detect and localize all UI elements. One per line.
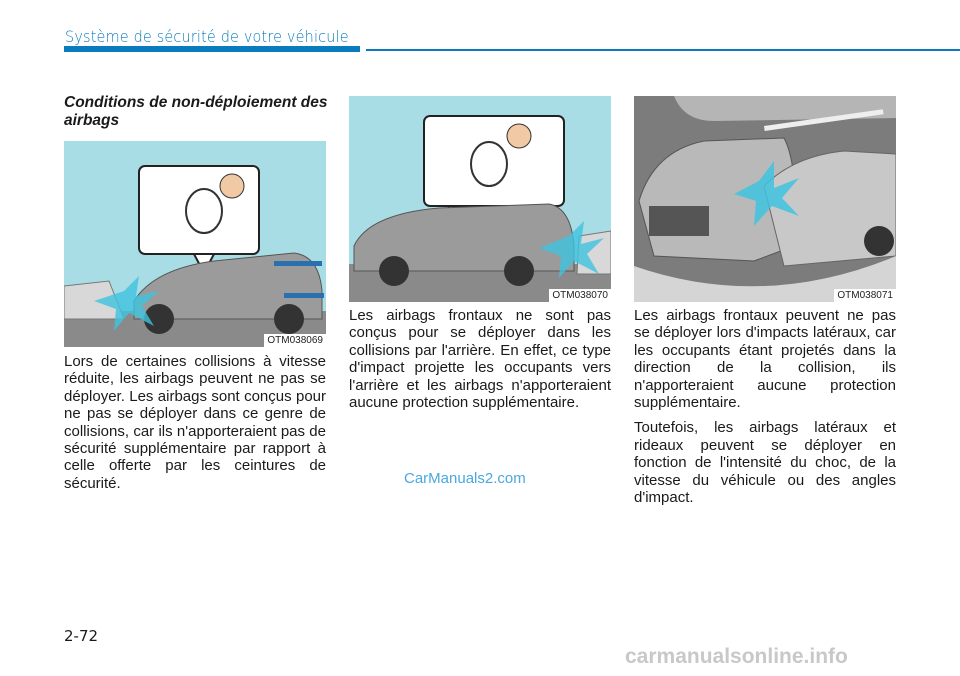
paragraph: Les airbags frontaux ne sont pas conçus pour se déployer dans les collisions par l'arrière. En effet, ce type d'impact projette les occupants vers l'arrière et les airbags n'apporteraient aucune protection supplémentaire. [349, 307, 611, 412]
figure-low-speed-collision [64, 141, 326, 347]
column-1-text [64, 353, 326, 500]
section-title: Conditions de non-déploiement des airbags [64, 94, 328, 129]
illustration-side-impact [634, 96, 896, 302]
page-number: 2-72 [64, 627, 99, 645]
figure-rear-collision [349, 96, 611, 302]
header-rule [366, 49, 960, 51]
paragraph: Toutefois, les airbags latéraux et rideaux peuvent se déployer en fonction de l'intensité du choc, de la vitesse du véhicule ou des angles d'impact. [634, 419, 896, 507]
figure-code: OTM038069 [264, 334, 326, 347]
figure-code: OTM038070 [549, 289, 611, 302]
watermark: CarManuals2.com [404, 470, 526, 487]
paragraph: Les airbags frontaux peuvent ne pas se déployer lors d'impacts latéraux, car les occupants étant projetés dans la direction de la collision, ils n'apporteraient aucune protection supplémentaire. [634, 307, 896, 412]
header-title: Système de sécurité de votre véhicule [65, 27, 349, 46]
illustration-suv-rear-impact [349, 96, 611, 302]
column-3-text [634, 307, 896, 514]
column-2-text [349, 307, 611, 419]
header-bar [64, 46, 360, 52]
illustration-suv-frontal-low-speed [64, 141, 326, 347]
paragraph: Lors de certaines collisions à vitesse réduite, les airbags peuvent ne pas se déployer. Les airbags sont conçus pour ne pas se déployer dans ce genre de collisions, car ils n'apporteraient pas de sécurité supplémentaire par rapport à celle offerte par les ceintures de sécurité. [64, 353, 326, 492]
figure-side-collision [634, 96, 896, 302]
figure-code: OTM038071 [834, 289, 896, 302]
watermark-footer[interactable]: carmanualsonline.info [625, 645, 848, 668]
